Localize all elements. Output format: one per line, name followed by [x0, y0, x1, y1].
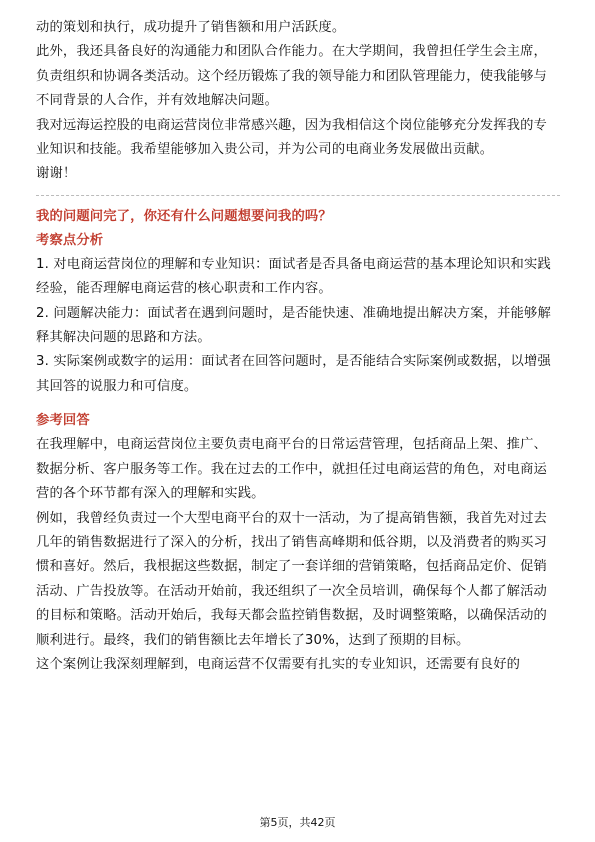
- answer-paragraph: 例如，我曾经负责过一个大型电商平台的双十一活动，为了提高销售额，我首先对过去几年的销售数据进行了深入的分析，找出了销售高峰期和低谷期，以及消费者的购买习惯和喜好。然后，我根据这些数据，制定了一套详细的营销策略，包括商品定价、促销活动、广告投放等。在活动开始前，我还组织了一次全员培训，确保每个人都了解活动的目标和策略。活动开始后，我每天都会监控销售数据，及时调整策略，以确保活动的顺利进行。最终，我们的销售额比去年增长了30%，达到了预期的目标。: [36, 510, 547, 648]
- answer-heading: 参考回答: [36, 413, 90, 429]
- analysis-item: 2. 问题解决能力：面试者在遇到问题时，是否能快速、准确地提出解决方案，并能够解释其解决问题的思路和方法。: [36, 305, 551, 346]
- analysis-item: 1. 对电商运营岗位的理解和专业知识：面试者是否具备电商运营的基本理论知识和实践经验，能否理解电商运营的核心职责和工作内容。: [36, 256, 551, 297]
- intro-paragraph: 我对远海运控股的电商运营岗位非常感兴趣，因为我相信这个岗位能够充分发挥我的专业知识和技能。我希望能够加入贵公司，并为公司的电商业务发展做出贡献。: [36, 117, 547, 158]
- answer-paragraph: 在我理解中，电商运营岗位主要负责电商平台的日常运营管理，包括商品上架、推广、数据分析、客户服务等工作。我在过去的工作中，就担任过电商运营的角色，对电商运营的各个环节都有深入的理解和实践。: [36, 437, 547, 502]
- page-number: 第5页，共42页: [259, 816, 336, 829]
- intro-paragraph: 动的策划和执行，成功提升了销售额和用户活跃度。: [36, 20, 346, 35]
- spacer: [36, 399, 560, 409]
- analysis-heading: 考察点分析: [36, 232, 104, 248]
- document-body: [36, 16, 560, 677]
- section-divider: [36, 195, 560, 196]
- interview-question: 我的问题问完了，你还有什么问题想要问我的吗？: [36, 208, 332, 224]
- intro-paragraph: 此外，我还具备良好的沟通能力和团队合作能力。在大学期间，我曾担任学生会主席，负责组织和协调各类活动。这个经历锻炼了我的领导能力和团队管理能力，使我能够与不同背景的人合作，并有效地解决问题。: [36, 44, 547, 109]
- answer-paragraph: 这个案例让我深刻理解到，电商运营不仅需要有扎实的专业知识，还需要有良好的: [36, 656, 521, 672]
- analysis-item: 3. 实际案例或数字的运用：面试者在回答问题时，是否能结合实际案例或数据，以增强其回答的说服力和可信度。: [36, 354, 551, 394]
- intro-paragraph: 谢谢！: [36, 166, 77, 182]
